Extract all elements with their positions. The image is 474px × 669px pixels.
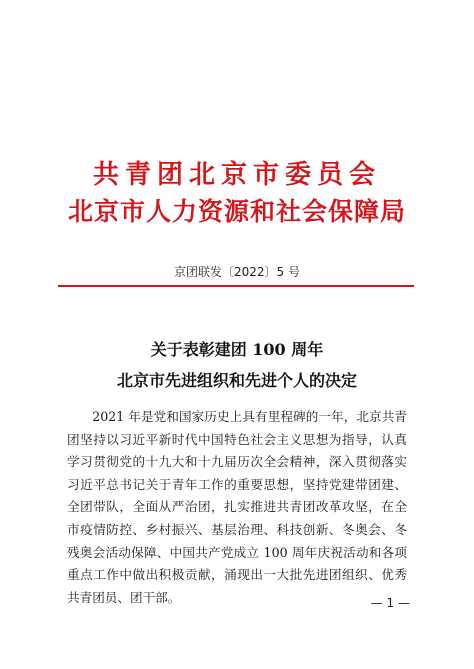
document-body [67,406,407,609]
body-paragraph: 2021 年是党和国家历史上具有里程碑的一年，北京共青团坚持以习近平新时代中国特色社会主义思想为指导，认真学习贯彻党的十九大和十九届历次全会精神，深入贯彻落实习近平总书记关于青年工作的重要思想，坚持党建带团建、全团带队，全面从严治团，扎实推进共青团改革攻坚，在全市疫情防控、乡村振兴、基层治理、科技创新、冬奥会、冬残奥会活动保障、中国共产党成立 100 周年庆祝活动和各项重点工作中做出积极贡献，涌现出一大批先进团组织、优秀共青团员、团干部。 [67,409,407,605]
red-divider-line [58,285,414,287]
page-number: — 1 — [370,596,410,610]
document-title-line-2: 北京市先进组织和先进个人的决定 [116,371,357,390]
issuing-org-line-2: 北京市人力资源和社会保障局 [67,197,406,226]
document-number: 京团联发〔2022〕5 号 [174,265,300,279]
document-title-line-1: 关于表彰建团 100 周年 [150,340,324,359]
issuing-org-line-1: 共青团北京市委员会 [92,160,381,190]
